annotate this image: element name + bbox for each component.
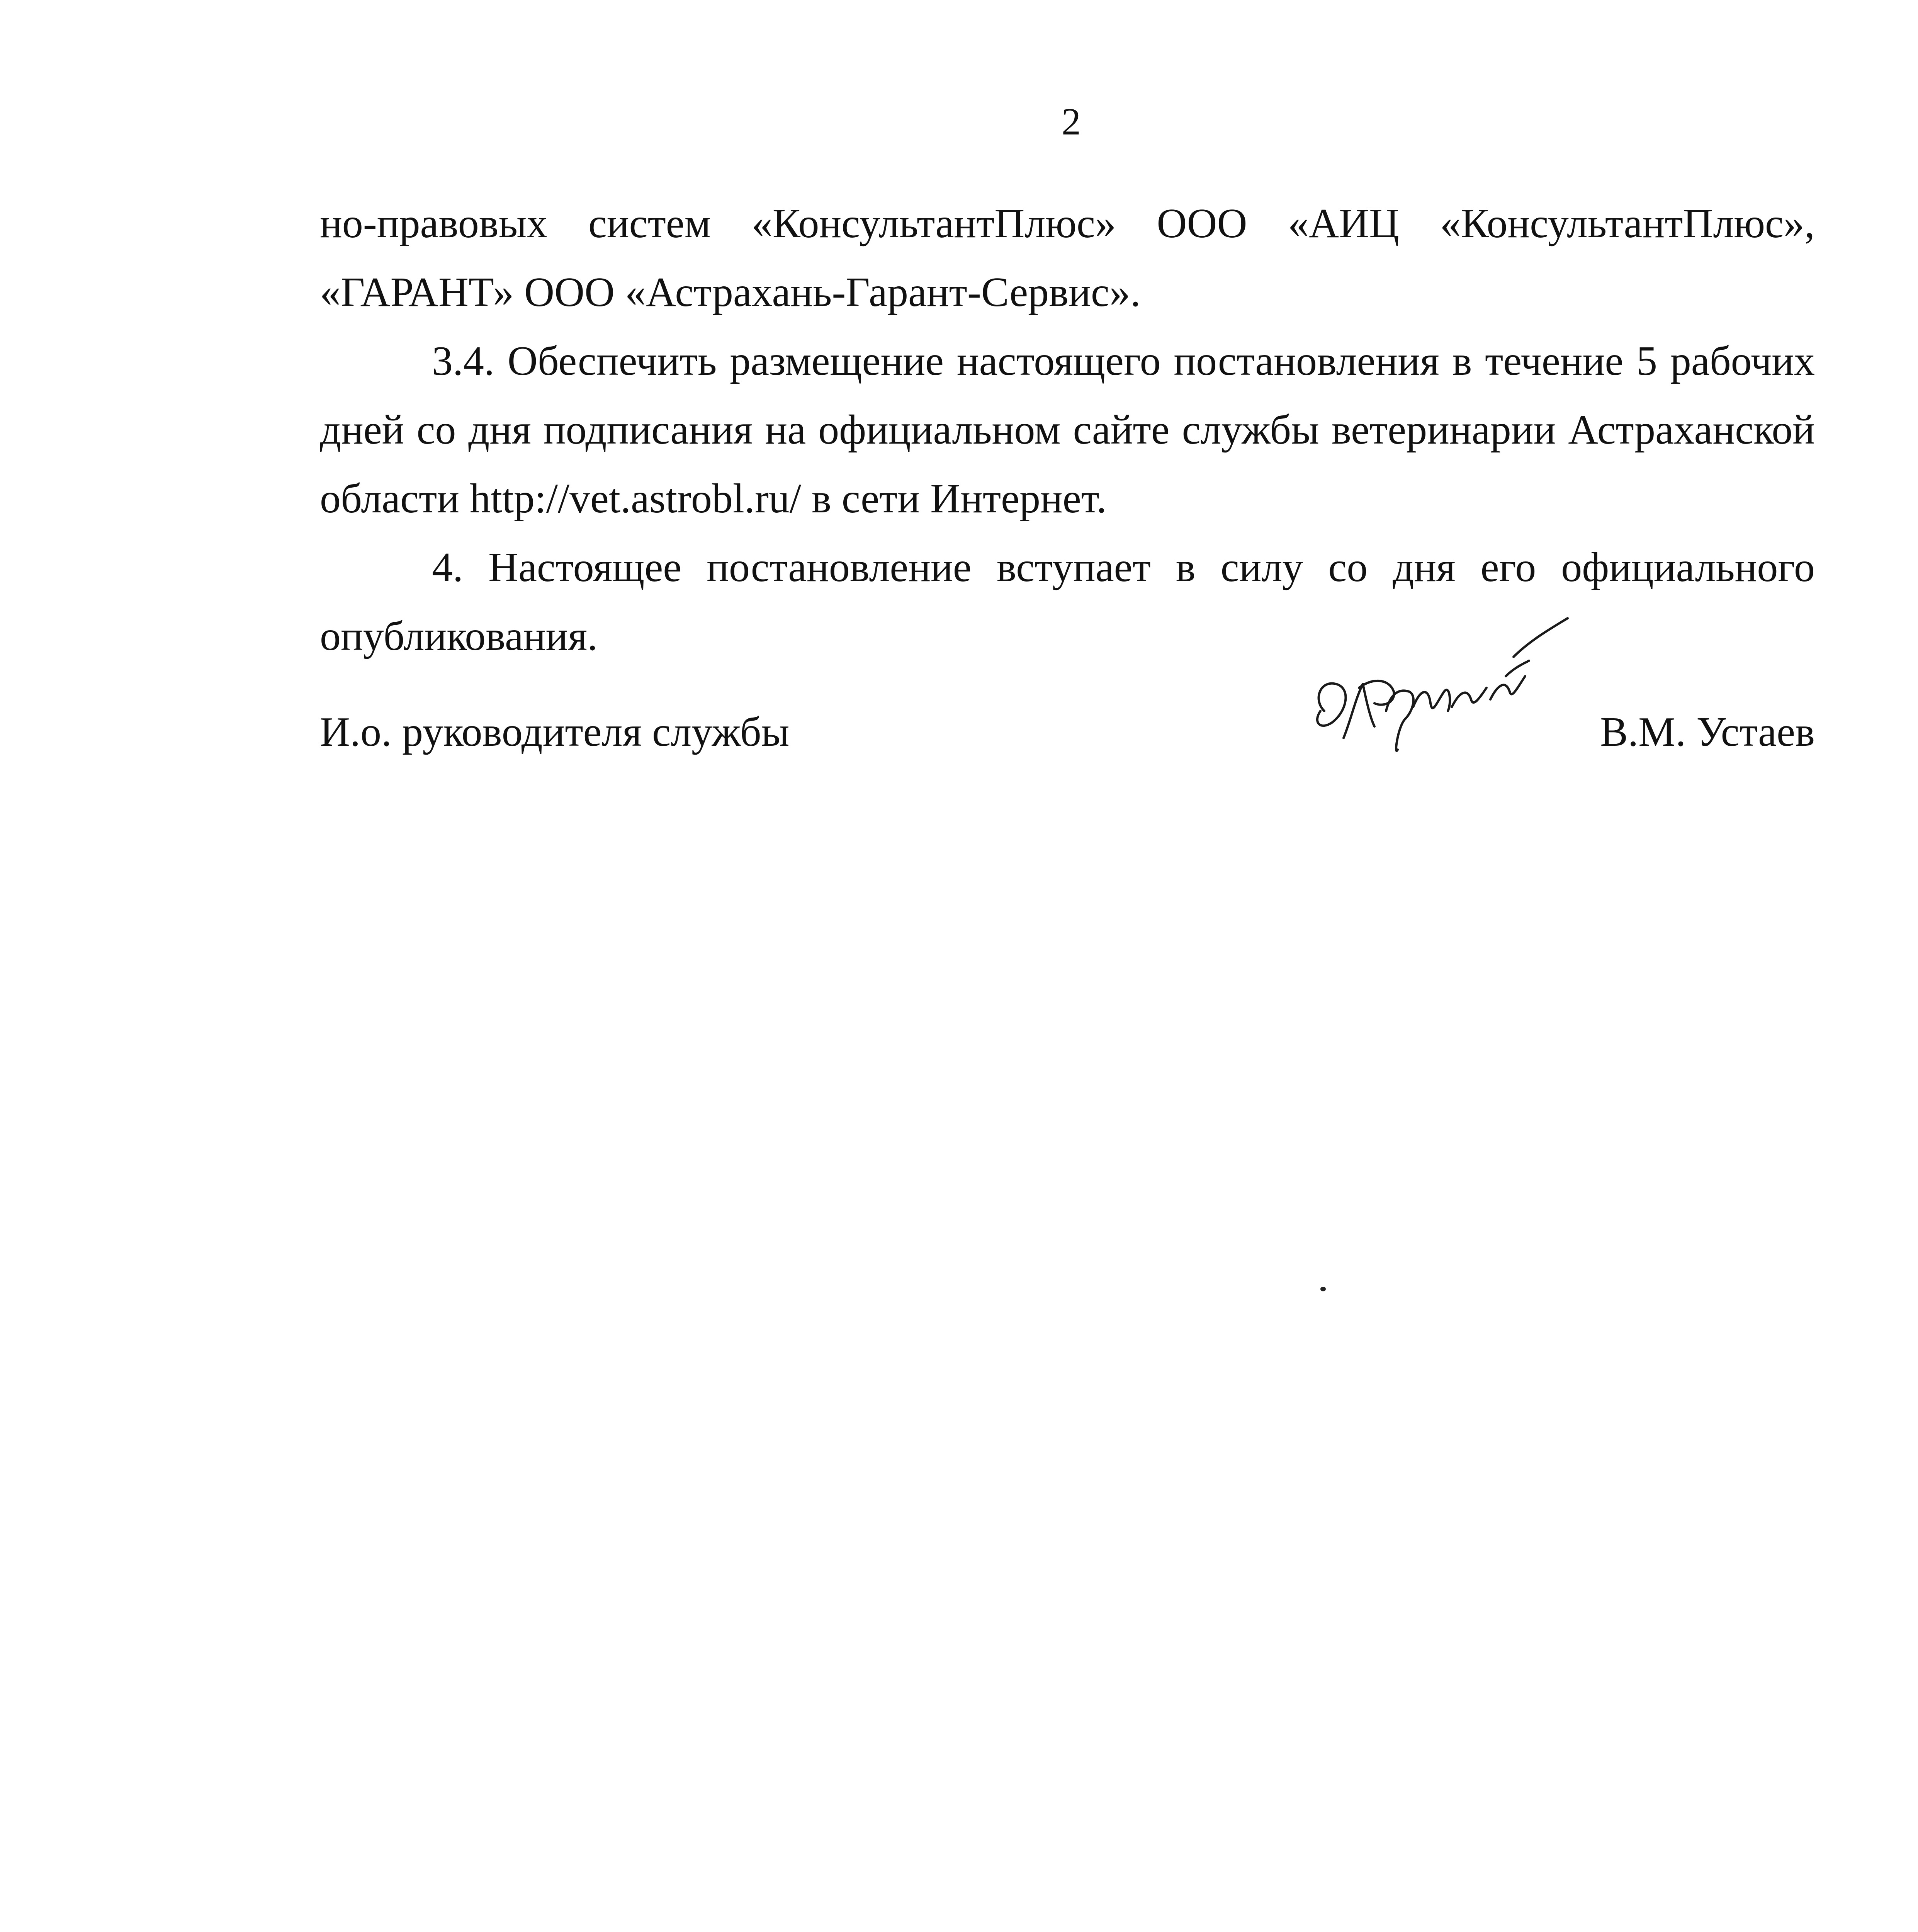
- paragraph-3-4: 3.4. Обеспечить размещение настоящего постановления в течение 5 рабочих дней со дня подписания на официальном сайте службы ветеринарии Астраханской области http://vet.astrobl.ru/ в сети Интернет.: [320, 338, 1815, 522]
- scan-speck: [1320, 1287, 1326, 1291]
- page-number: 2: [1062, 100, 1081, 143]
- signature-block: [320, 692, 1815, 808]
- paragraph-continuation: но-правовых систем «КонсультантПлюс» ООО «АИЦ «КонсультантПлюс», «ГАРАНТ» ООО «Астрахань-Гарант-Сервис».: [320, 201, 1815, 315]
- paragraph-4: 4. Настоящее постановление вступает в силу со дня его официального опубликования.: [320, 544, 1815, 659]
- handwritten-signature: [1297, 611, 1575, 765]
- document-body: [320, 189, 1815, 671]
- signer-position: И.о. руководителя службы: [320, 709, 790, 755]
- signer-name: В.М. Устаев: [1600, 709, 1815, 755]
